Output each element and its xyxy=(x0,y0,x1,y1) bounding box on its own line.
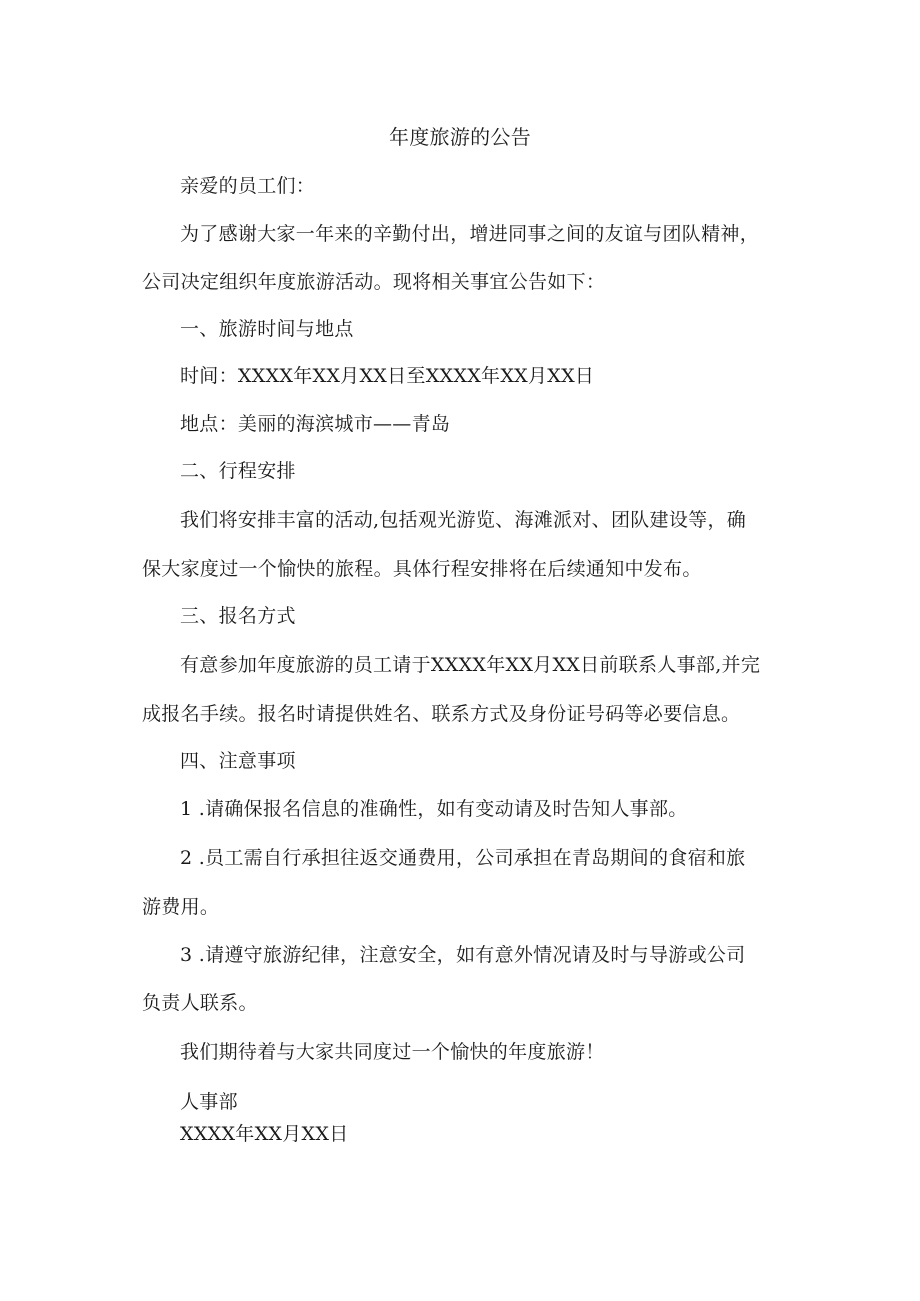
registration-line-2: 成报名手续。报名时请提供姓名、联系方式及身份证号码等必要信息。 xyxy=(142,703,741,725)
closing-sentence: 我们期待着与大家共同度过一个愉快的年度旅游！ xyxy=(180,1041,605,1063)
section-4-heading: 四、注意事项 xyxy=(180,750,296,772)
notice-item-1: 1 .请确保报名信息的准确性，如有变动请及时告知人事部。 xyxy=(180,798,688,820)
itinerary-line-1: 我们将安排丰富的活动,包括观光游览、海滩派对、团队建设等，确 xyxy=(180,509,747,531)
greeting: 亲爱的员工们： xyxy=(180,175,316,197)
travel-place: 地点：美丽的海滨城市——青岛 xyxy=(180,413,451,435)
notice-item-2-line-1: 2 .员工需自行承担往返交通费用，公司承担在青岛期间的食宿和旅 xyxy=(180,847,746,869)
itinerary-line-2: 保大家度过一个愉快的旅程。具体行程安排将在后续通知中发布。 xyxy=(142,558,702,580)
section-2-heading: 二、行程安排 xyxy=(180,460,296,482)
notice-item-3-line-1: 3 .请遵守旅游纪律，注意安全，如有意外情况请及时与导游或公司 xyxy=(180,944,746,966)
signature-date: XXXX年XX月XX日 xyxy=(180,1123,349,1145)
notice-item-3-line-2: 负责人联系。 xyxy=(142,992,258,1014)
section-3-heading: 三、报名方式 xyxy=(180,605,296,627)
notice-title: 年度旅游的公告 xyxy=(388,125,532,149)
notice-item-2-line-2: 游费用。 xyxy=(142,896,220,918)
intro-paragraph-line-1: 为了感谢大家一年来的辛勤付出，增进同事之间的友谊与团队精神， xyxy=(180,223,760,245)
travel-time: 时间：XXXX年XX月XX日至XXXX年XX月XX日 xyxy=(180,365,595,387)
section-1-heading: 一、旅游时间与地点 xyxy=(180,318,354,340)
signature-department: 人事部 xyxy=(180,1091,238,1113)
intro-paragraph-line-2: 公司决定组织年度旅游活动。现将相关事宜公告如下： xyxy=(142,271,606,293)
registration-line-1: 有意参加年度旅游的员工请于XXXX年XX月XX日前联系人事部,并完 xyxy=(180,654,761,676)
